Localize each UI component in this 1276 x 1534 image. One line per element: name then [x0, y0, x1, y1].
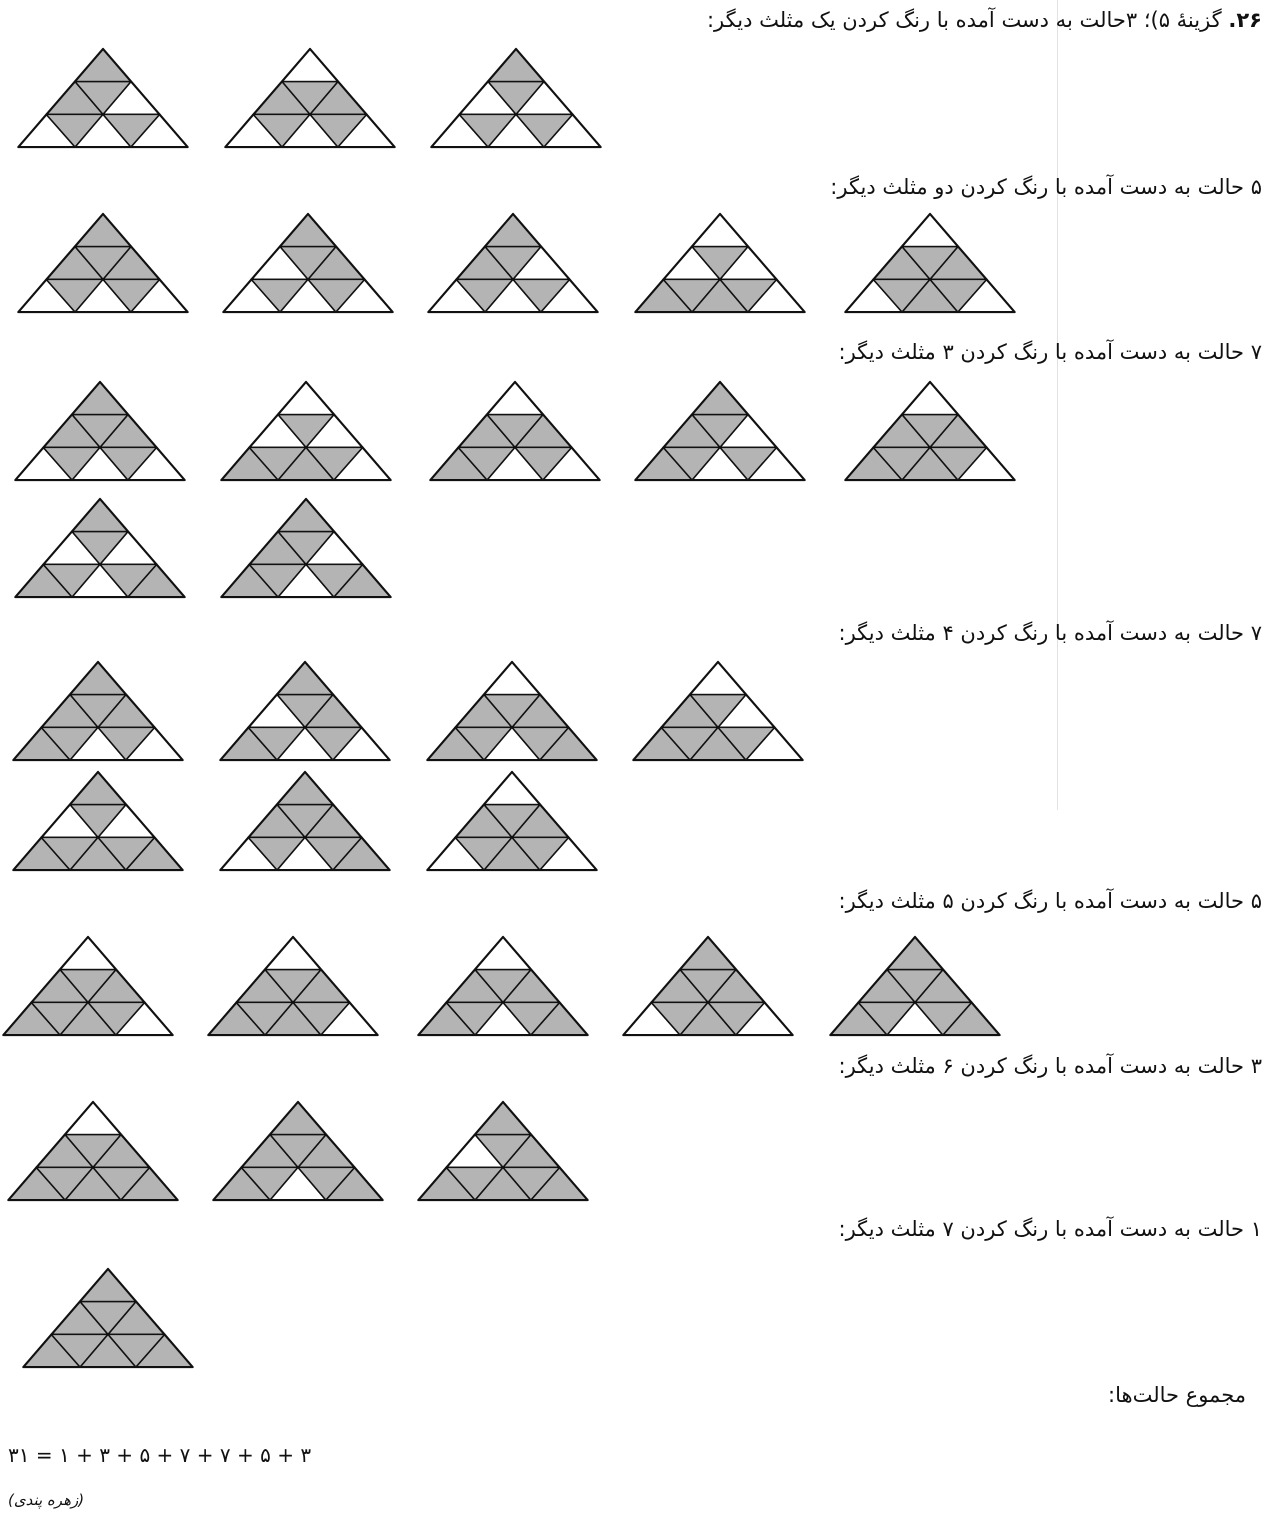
triangle-cell-1: [60, 937, 116, 970]
triangle-cell-1: [278, 382, 334, 415]
triangle-cell-1: [75, 214, 131, 247]
triangle-figure-g2-2: [220, 212, 396, 314]
triangle-figure-g4-1: [10, 660, 186, 762]
triangle-figure-g3-3: [427, 380, 603, 482]
triangle-figure-g1-2: [222, 47, 398, 149]
triangle-cell-1: [277, 772, 333, 805]
triangle-figure-g5-5: [827, 935, 1003, 1037]
author-credit: (زهره پندی): [8, 1491, 85, 1509]
triangle-cell-1: [80, 1269, 136, 1302]
triangle-cell-1: [692, 214, 748, 247]
total-label: مجموع حالت‌ها:: [1108, 1383, 1246, 1407]
triangle-figure-g5-3: [415, 935, 591, 1037]
triangle-figure-g4-6: [217, 770, 393, 872]
triangle-figure-g3-6: [12, 497, 188, 599]
triangle-cell-1: [902, 382, 958, 415]
triangle-figure-g6-1: [5, 1100, 181, 1202]
triangle-figure-g5-2: [205, 935, 381, 1037]
intro-text: گزینهٔ ۵)؛ ۳حالت به دست آمده با رنگ کردن یک مثلث دیگر:: [706, 8, 1222, 32]
triangle-figure-g3-4: [632, 380, 808, 482]
triangle-cell-1: [70, 772, 126, 805]
triangle-cell-1: [485, 214, 541, 247]
triangle-figure-g5-4: [620, 935, 796, 1037]
triangle-figure-g1-1: [15, 47, 191, 149]
triangle-cell-1: [887, 937, 943, 970]
problem-intro: [707, 10, 1262, 31]
triangle-cell-1: [75, 49, 131, 82]
triangle-figure-g4-2: [217, 660, 393, 762]
triangle-figure-g6-2: [210, 1100, 386, 1202]
triangle-figure-g4-4: [630, 660, 806, 762]
group-heading-4: ۷ حالت به دست آمده با رنگ کردن ۴ مثلث دیگر:: [838, 621, 1262, 645]
triangle-figure-g3-7: [218, 497, 394, 599]
triangle-cell-1: [692, 382, 748, 415]
triangle-figure-g5-1: [0, 935, 176, 1037]
group-heading-6: ۳ حالت به دست آمده با رنگ کردن ۶ مثلث دیگر:: [838, 1054, 1262, 1078]
triangle-cell-1: [690, 662, 746, 695]
triangle-cell-1: [484, 662, 540, 695]
triangle-figure-g2-5: [842, 212, 1018, 314]
group-heading-5: ۵ حالت به دست آمده با رنگ کردن ۵ مثلث دیگر:: [838, 889, 1262, 913]
triangle-figure-g1-3: [428, 47, 604, 149]
problem-number: ۲۶.: [1228, 8, 1262, 32]
triangle-figure-g4-5: [10, 770, 186, 872]
group-heading-3: ۷ حالت به دست آمده با رنگ کردن ۳ مثلث دیگر:: [838, 340, 1262, 364]
triangle-figure-g6-3: [415, 1100, 591, 1202]
triangle-figure-g2-1: [15, 212, 191, 314]
triangle-figure-g4-3: [424, 660, 600, 762]
triangle-cell-1: [280, 214, 336, 247]
triangle-cell-1: [902, 214, 958, 247]
total-equation: ۳ + ۵ + ۷ + ۷ + ۵ + ۳ + ۱ = ۳۱: [8, 1443, 312, 1467]
triangle-figure-g3-5: [842, 380, 1018, 482]
triangle-cell-1: [484, 772, 540, 805]
group-heading-2: ۵ حالت به دست آمده با رنگ کردن دو مثلث دیگر:: [830, 175, 1262, 199]
triangle-figure-g3-1: [12, 380, 188, 482]
triangle-cell-1: [488, 49, 544, 82]
triangle-cell-1: [680, 937, 736, 970]
triangle-cell-1: [475, 937, 531, 970]
triangle-cell-1: [487, 382, 543, 415]
triangle-cell-1: [65, 1102, 121, 1135]
group-heading-7: ۱ حالت به دست آمده با رنگ کردن ۷ مثلث دیگر:: [838, 1217, 1262, 1241]
page-fold-line: [1057, 0, 1058, 810]
triangle-cell-1: [277, 662, 333, 695]
triangle-figure-g2-4: [632, 212, 808, 314]
triangle-cell-1: [475, 1102, 531, 1135]
triangle-cell-1: [70, 662, 126, 695]
triangle-cell-1: [270, 1102, 326, 1135]
triangle-cell-1: [278, 499, 334, 532]
triangle-figure-g2-3: [425, 212, 601, 314]
triangle-cell-1: [72, 382, 128, 415]
triangle-cell-1: [282, 49, 338, 82]
triangle-figure-g4-7: [424, 770, 600, 872]
triangle-cell-1: [265, 937, 321, 970]
triangle-cell-1: [72, 499, 128, 532]
triangle-figure-g7-1: [20, 1267, 196, 1369]
triangle-figure-g3-2: [218, 380, 394, 482]
